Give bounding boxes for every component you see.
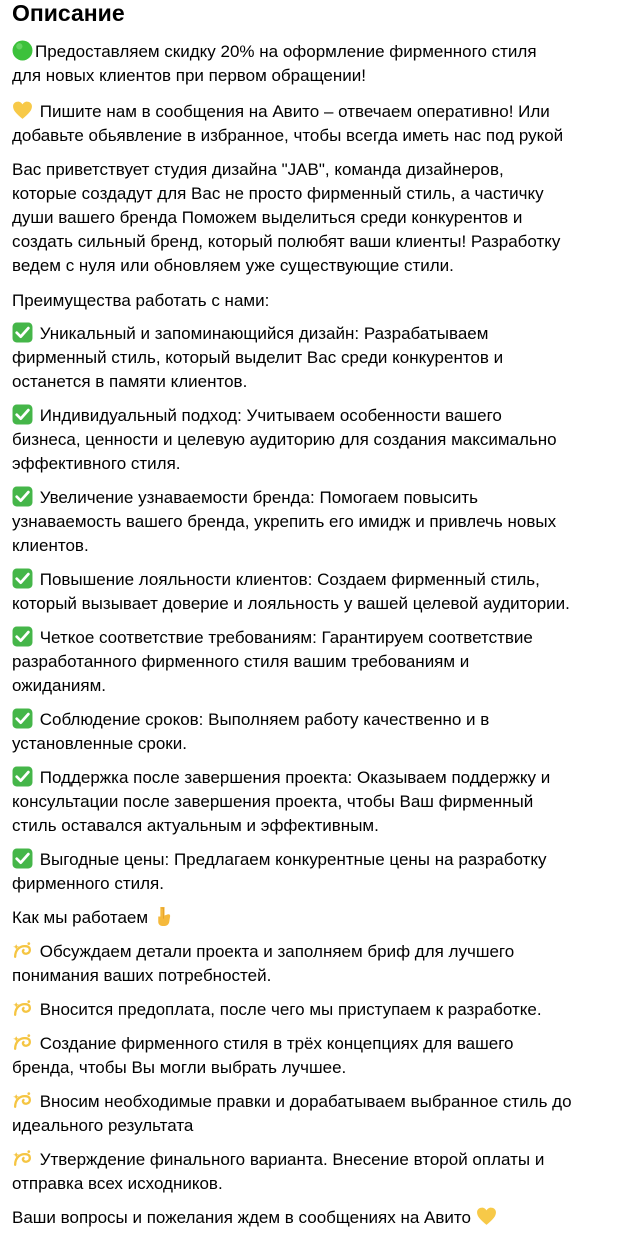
paragraph-line: Вас приветствует студия дизайна "JAB", команда дизайнеров, <box>12 160 504 179</box>
paragraph <box>12 626 636 698</box>
dizzy-icon <box>12 998 33 1019</box>
paragraph <box>12 322 636 394</box>
paragraph <box>12 158 636 278</box>
paragraph <box>12 1206 636 1230</box>
paragraph-line: Вносим необходимые правки и дорабатываем выбранное стиль до <box>35 1092 572 1111</box>
paragraph-line: Обсуждаем детали проекта и заполняем бриф для лучшего <box>35 942 515 961</box>
check-mark-icon <box>12 486 33 507</box>
dizzy-icon <box>12 1148 33 1169</box>
paragraph-line: Создание фирменного стиля в трёх концепциях для вашего <box>35 1034 514 1053</box>
check-mark-icon <box>12 404 33 425</box>
check-mark-icon <box>12 568 33 589</box>
paragraph-line: консультации после завершения проекта, чтобы Ваш фирменный <box>12 792 534 811</box>
paragraph-line: ожиданиям. <box>12 676 107 695</box>
paragraph-line: идеального результата <box>12 1116 194 1135</box>
paragraph <box>12 100 636 148</box>
paragraph-line: Вносится предоплата, после чего мы приступаем к разработке. <box>35 1000 542 1019</box>
check-mark-icon <box>12 626 33 647</box>
paragraph <box>12 289 636 313</box>
check-mark-icon <box>12 766 33 787</box>
paragraph <box>12 404 636 476</box>
paragraph-line: Поддержка после завершения проекта: Оказываем поддержку и <box>35 768 551 787</box>
paragraph-line: Выгодные цены: Предлагаем конкурентные цены на разработку <box>35 850 547 869</box>
paragraph <box>12 998 636 1022</box>
paragraph-line: Пишите нам в сообщения на Авито – отвечаем оперативно! Или <box>35 102 550 121</box>
paragraph <box>12 568 636 616</box>
paragraph-line: стиль оставался актуальным и эффективным. <box>12 816 379 835</box>
paragraph-line: создать сильный бренд, который полюбят ваши клиенты! Разработку <box>12 232 561 251</box>
paragraph <box>12 848 636 896</box>
page-title: Описание <box>12 0 125 26</box>
dizzy-icon <box>12 1090 33 1111</box>
paragraph-line: добавьте обьявление в избранное, чтобы всегда иметь нас под рукой <box>12 126 564 145</box>
paragraph-line: Предоставляем скидку 20% на оформление фирменного стиля <box>35 42 537 61</box>
paragraph-line: для новых клиентов при первом обращении! <box>12 66 366 85</box>
dizzy-icon <box>12 1032 33 1053</box>
paragraph-line: Увеличение узнаваемости бренда: Помогаем повысить <box>35 488 478 507</box>
paragraph-line: фирменного стиля. <box>12 874 164 893</box>
paragraph-line: понимания ваших потребностей. <box>12 966 272 985</box>
check-mark-icon <box>12 848 33 869</box>
green-circle-icon <box>12 40 33 61</box>
paragraph <box>12 1090 636 1138</box>
paragraph-line: души вашего бренда Поможем выделиться среди конкурентов и <box>12 208 523 227</box>
paragraph <box>12 1148 636 1196</box>
dizzy-icon <box>12 940 33 961</box>
paragraph-line: бренда, чтобы Вы могли выбрать лучшее. <box>12 1058 347 1077</box>
paragraph-line: Уникальный и запоминающийся дизайн: Разрабатываем <box>35 324 489 343</box>
paragraph-line: Как мы работаем <box>12 908 153 927</box>
paragraph-line: Соблюдение сроков: Выполняем работу качественно и в <box>35 710 490 729</box>
paragraph <box>12 486 636 558</box>
paragraph-line: Ваши вопросы и пожелания ждем в сообщениях на Авито <box>12 1208 476 1227</box>
paragraph <box>12 906 636 930</box>
paragraph-line: фирменный стиль, который выделит Вас среди конкурентов и <box>12 348 504 367</box>
paragraph-line: отправка всех исходников. <box>12 1174 223 1193</box>
paragraph <box>12 766 636 838</box>
paragraph-line: бизнеса, ценности и целевую аудиторию для создания максимально <box>12 430 557 449</box>
paragraph <box>12 940 636 988</box>
check-mark-icon <box>12 708 33 729</box>
check-mark-icon <box>12 322 33 343</box>
yellow-heart-icon <box>12 100 33 121</box>
paragraph <box>12 708 636 756</box>
paragraph <box>12 1032 636 1080</box>
paragraph-line: Индивидуальный подход: Учитываем особенности вашего <box>35 406 502 425</box>
paragraph-line: разработанного фирменного стиля вашим требованиям и <box>12 652 470 671</box>
paragraph <box>12 40 636 88</box>
paragraph-line: узнаваемость вашего бренда, укрепить его имидж и привлечь новых <box>12 512 557 531</box>
paragraph-line: Преимущества работать с нами: <box>12 291 270 310</box>
paragraph-line: Утверждение финального варианта. Внесение второй оплаты и <box>35 1150 545 1169</box>
paragraph-line: ведем с нуля или обновляем уже существующие стили. <box>12 256 454 275</box>
yellow-heart-icon <box>476 1206 497 1227</box>
pointing-down-icon <box>153 906 174 927</box>
paragraph-line: которые создадут для Вас не просто фирменный стиль, а частичку <box>12 184 544 203</box>
paragraph-line: останется в памяти клиентов. <box>12 372 248 391</box>
paragraph-line: который вызывает доверие и лояльность у вашей целевой аудитории. <box>12 594 570 613</box>
paragraph-line: клиентов. <box>12 536 89 555</box>
paragraph-line: эффективного стиля. <box>12 454 181 473</box>
paragraph-line: Четкое соответствие требованиям: Гарантируем соответствие <box>35 628 533 647</box>
paragraph-line: установленные сроки. <box>12 734 187 753</box>
paragraph-line: Повышение лояльности клиентов: Создаем фирменный стиль, <box>35 570 540 589</box>
